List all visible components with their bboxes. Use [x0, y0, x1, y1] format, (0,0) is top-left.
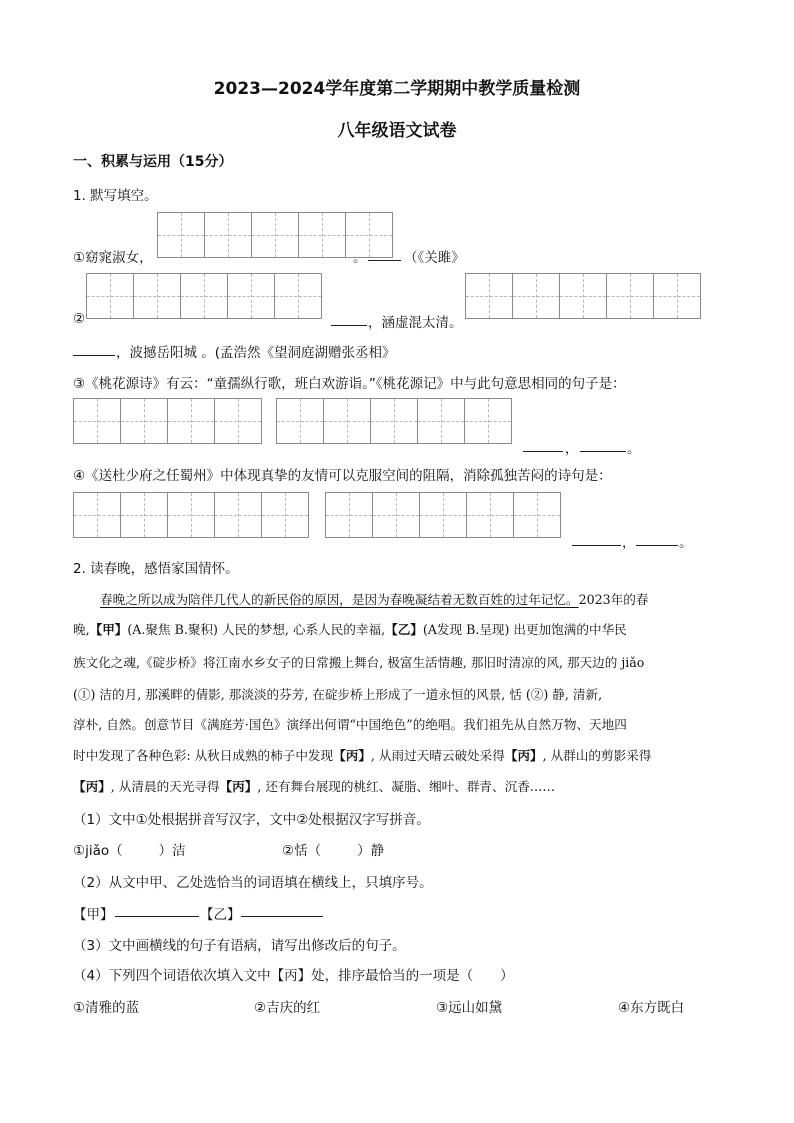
sub-question-4: （4）下列四个词语依次填入文中【丙】处，排序最恰当的一项是（ ） [73, 968, 514, 984]
mark-bing: 【丙】 [73, 779, 111, 794]
underlined-sentence: 春晚之所以成为陪伴几代人的新民俗的原因，是因为春晚凝结着无数百姓的过年记忆。 [100, 592, 579, 607]
option-3: ③远山如黛 [436, 1000, 503, 1016]
passage-line-1: 春晚之所以成为陪伴几代人的新民俗的原因，是因为春晚凝结着无数百姓的过年记忆。2023年的春 [100, 592, 649, 607]
option-4: ④东方既白 [618, 1000, 685, 1016]
answer-grid-3a[interactable] [73, 398, 262, 444]
answer-grid-3b[interactable] [276, 398, 512, 444]
answer-grid-4b[interactable] [325, 492, 561, 538]
item4-blank-b[interactable] [636, 531, 678, 546]
item4-period: 。 [679, 535, 693, 551]
passage-line-5: 淳朴, 自然。创意节目《满庭芳·国色》演绎出何谓“中国绝色”的绝唱。我们祖先从自然万物、天地四 [73, 717, 627, 732]
item2-blank-b[interactable] [73, 341, 115, 356]
sub-question-3: （3）文中画横线的句子有语病，请写出修改后的句子。 [73, 938, 406, 954]
section-heading: 一、积累与运用（15分） [73, 154, 233, 170]
page-subtitle: 八年级语文试卷 [337, 121, 457, 141]
item4-comma: ， [622, 535, 636, 551]
passage-line-6: 时中发现了各种色彩: 从秋日成熟的柿子中发现【丙】, 从雨过天晴云破处采得【丙】, 从群山的剪影采得 [73, 748, 652, 763]
item3-text: ③《桃花源诗》有云：“童孺纵行歌，班白欢游诣。”《桃花源记》中与此句意思相同的句子是： [73, 376, 626, 392]
option-1: ①清雅的蓝 [73, 1000, 140, 1016]
item4-text: ④《送杜少府之任蜀州》中体现真挚的友情可以克服空间的阻隔，消除孤独苦闷的诗句是： [73, 468, 612, 484]
passage-line-4: (①) 洁的月, 那溪畔的倩影, 那淡淡的芬芳, 在碇步桥上形成了一道永恒的风景, 恬 (②) 静, 清新, [73, 687, 603, 702]
mark-bing: 【丙】 [504, 748, 543, 763]
sub2-yi-label: 【乙】 [200, 907, 241, 923]
item1-prefix: ①窈窕淑女， [73, 250, 153, 266]
passage-line-2: 晚,【甲】(A.聚焦 B.聚积) 人民的梦想, 心系人民的幸福,【乙】(A发现 B.呈现) 出更加饱满的中华民 [73, 622, 627, 637]
item1-source: （《关雎》 [404, 250, 465, 266]
question-1-stem: 1. 默写填空。 [73, 188, 158, 204]
item1-suffix: 。 [353, 250, 367, 266]
sub-question-2: （2）从文中甲、乙处选恰当的词语填在横线上，只填序号。 [73, 875, 433, 891]
item3-comma: ， [565, 441, 579, 457]
question-2-stem: 2. 读春晚，感悟家国情怀。 [73, 561, 239, 577]
sub1-item-b: ②恬（ ）静 [282, 843, 385, 859]
item3-blank-a[interactable] [523, 437, 563, 452]
sub1-item-a: ①jiǎo（ ）洁 [73, 843, 186, 859]
sub-question-1: （1）文中①处根据拼音写汉字，文中②处根据汉字写拼音。 [73, 812, 430, 828]
sub2-yi-blank[interactable] [241, 902, 323, 917]
item2-prefix: ② [73, 311, 86, 327]
item2-suffix: ，涵虚混太清。 [368, 315, 463, 331]
item2-line2: ，波撼岳阳城 。(孟浩然《望洞庭湖赠张丞相》 [116, 345, 396, 361]
mark-jia: 【甲】 [89, 622, 128, 637]
option-2: ②吉庆的红 [254, 1000, 321, 1016]
item4-blank-a[interactable] [572, 531, 621, 546]
mark-bing: 【丙】 [219, 779, 258, 794]
page-title: 2023—2024学年度第二学期期中教学质量检测 [213, 79, 581, 99]
answer-grid-2a[interactable] [86, 273, 322, 319]
answer-grid-4a[interactable] [73, 492, 309, 538]
answer-grid-2b[interactable] [465, 273, 701, 319]
sub2-jia-label: 【甲】 [73, 907, 114, 923]
item3-blank-b[interactable] [580, 437, 626, 452]
sub2-jia-blank[interactable] [115, 902, 199, 917]
item2-blank-a[interactable] [331, 311, 367, 326]
passage-line-7: 【丙】, 从清晨的天光寻得【丙】, 还有舞台展现的桃红、凝脂、缃叶、群青、沉香…… [73, 779, 555, 794]
mark-bing: 【丙】 [333, 748, 371, 763]
item1-blank[interactable] [368, 246, 401, 261]
item3-period: 。 [627, 441, 641, 457]
passage-line-3: 族文化之魂,《碇步桥》将江南水乡女子的日常搬上舞台, 极富生活情趣, 那旧时清凉的风, 那天边的 jiǎo [73, 655, 645, 670]
mark-yi: 【乙】 [385, 622, 423, 637]
